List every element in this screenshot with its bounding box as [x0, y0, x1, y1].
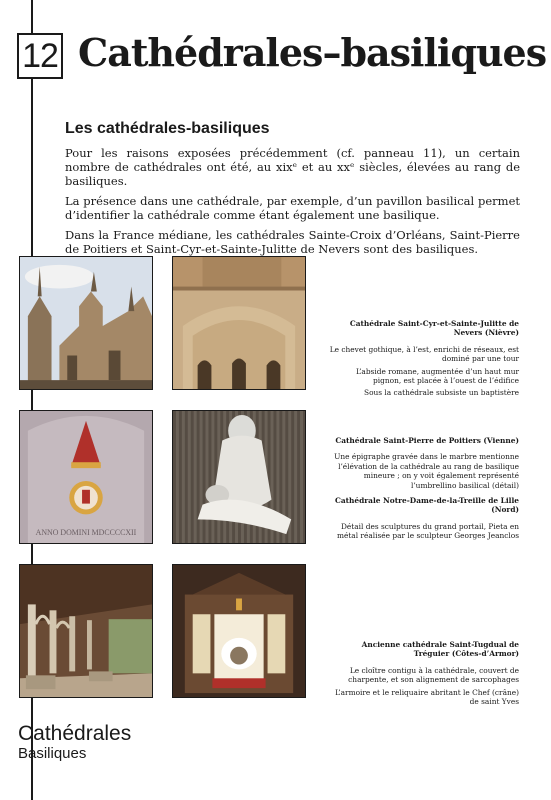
- caption-line: Le chevet gothique, à l’est, enrichi de réseaux, est dominé par une tour: [329, 344, 519, 364]
- photo-lille-pieta: [172, 410, 306, 544]
- caption-title: Cathédrale Notre-Dame-de-la-Treille de Lille (Nord): [334, 496, 519, 515]
- section-heading: Les cathédrales-basiliques: [65, 120, 270, 137]
- photo-nevers-romanesque: [172, 256, 306, 390]
- caption-poitiers: [329, 436, 519, 493]
- photo-nevers-gothic: [19, 256, 153, 390]
- footer-subtitle: Basiliques: [18, 745, 87, 762]
- intro-paragraph: Dans la France médiane, les cathédrales Sainte-Croix d’Orléans, Saint-Pierre de Poitiers et Saint-Cyr-et-Sainte-Julitte de Nevers sont des basiliques.: [65, 228, 520, 256]
- caption-line: Une épigraphe gravée dans le marbre mentionne l’élévation de la cathédrale au rang de basilique mineure ; on y voit également représenté l’umbrellino basilical (détail): [334, 452, 519, 490]
- caption-title: Cathédrale Saint-Pierre de Poitiers (Vienne): [335, 436, 519, 445]
- intro-paragraph: Pour les raisons exposées précédemment (cf. panneau 11), un certain nombre de cathédrales ont été, au xixᵉ et au xxᵉ siècles, élevées au rang de basiliques.: [65, 146, 520, 188]
- caption-title: Cathédrale Saint-Cyr-et-Sainte-Julitte de Nevers (Nièvre): [349, 319, 519, 338]
- caption-line: Le cloître contigu à la cathédrale, couvert de charpente, et son alignement de sarcophages: [348, 665, 519, 685]
- photo-treguier-reliquary: [172, 564, 306, 698]
- intro-paragraph: La présence dans une cathédrale, par exemple, d’un pavillon basilical permet d’identifier la cathédrale comme étant également une basilique.: [65, 194, 520, 222]
- caption-line: L’armoire et le reliquaire abritant le Chef (crâne) de saint Yves: [335, 687, 519, 707]
- caption-lille: [329, 496, 519, 544]
- caption-line: L’abside romane, augmentée d’un haut mur pignon, est placée à l’ouest de l’édifice: [355, 366, 519, 386]
- caption-nevers: [329, 319, 519, 401]
- footer-title: Cathédrales: [18, 722, 132, 745]
- caption-line: Détail des sculptures du grand portail, Pieta en métal réalisée par le sculpteur Georges Jeanclos: [336, 521, 519, 541]
- photo-treguier-cloister: [19, 564, 153, 698]
- photo-poitiers-epigraph: [19, 410, 153, 544]
- caption-treguier: [329, 640, 519, 709]
- panel-number: 12: [17, 33, 63, 79]
- caption-line: Sous la cathédrale subsiste un baptistère: [364, 388, 519, 398]
- page-title: Cathédrales–basiliques: [78, 30, 547, 75]
- epigraph-text: ANNO DOMINI MDCCCCXII: [35, 528, 137, 538]
- caption-title: Ancienne cathédrale Saint-Tugdual de Tréguier (Côtes-d’Armor): [361, 640, 519, 659]
- intro-text: [65, 146, 520, 262]
